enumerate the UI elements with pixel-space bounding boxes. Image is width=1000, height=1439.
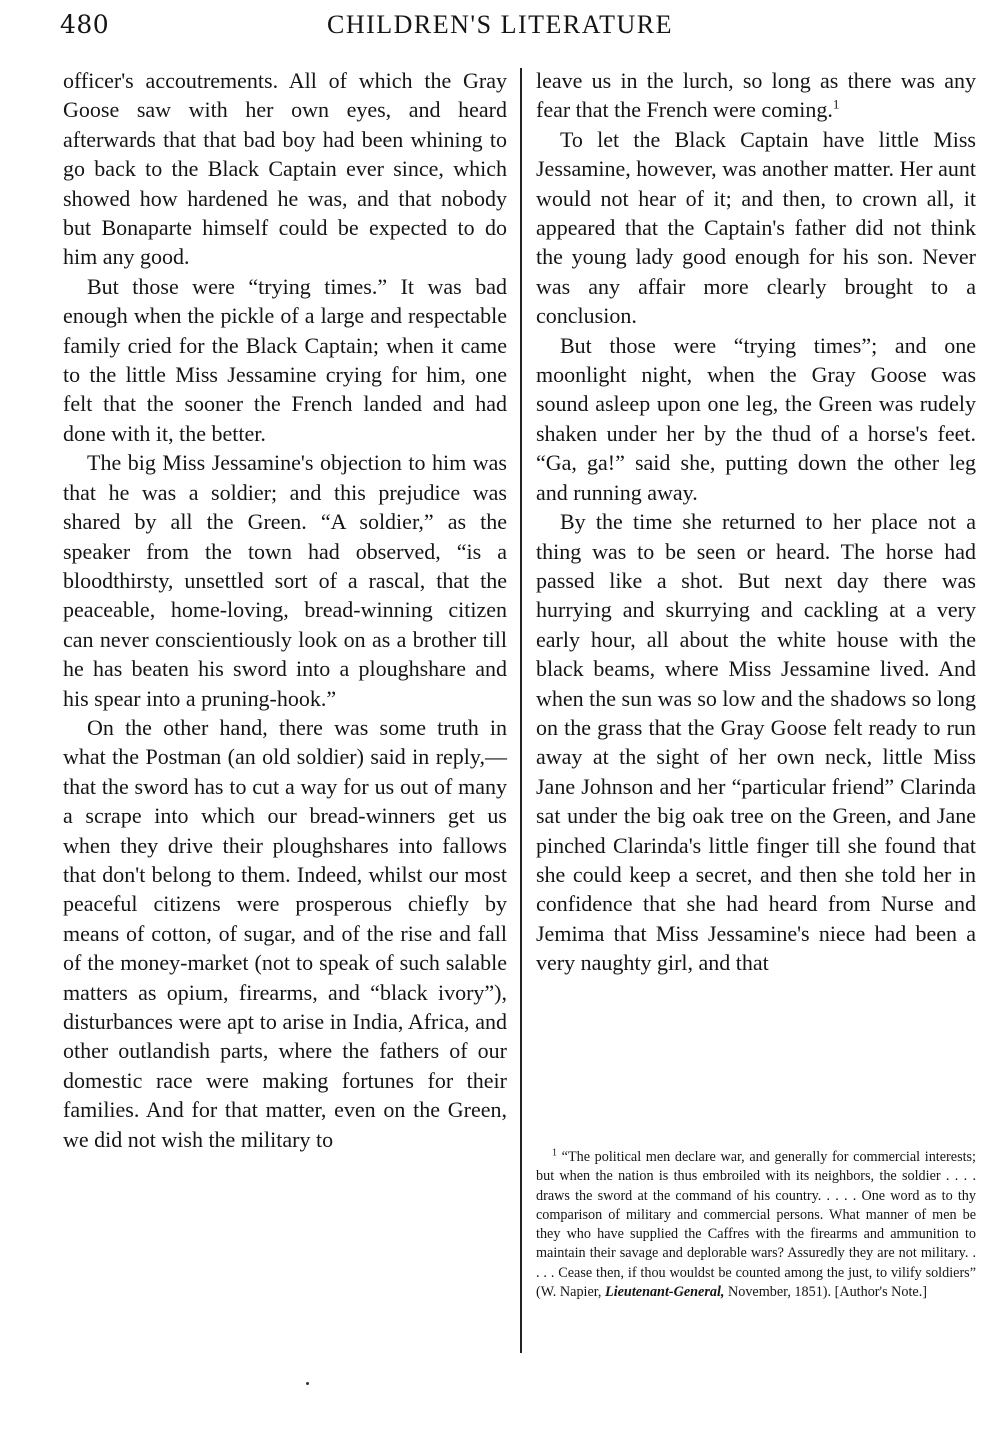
column-divider [520,68,522,1353]
paragraph: The big Miss Jessamine's objection to him was that he was a soldier; and this prejudice was shared by all the Green. “A soldier,” as the speaker from the town had observed, “is a bloodthirsty, unsettled sort of a rascal, that the peaceable, home-loving, bread-winning citizen can never conscientiously look on as a brother till he has beaten his sword into a ploughshare and his spear into a pruning-hook.” [63,450,507,711]
page-number: 480 [60,10,110,39]
running-title: CHILDREN'S LITERATURE [326,10,673,39]
footnote-number: 1 [552,1147,557,1159]
paragraph: But those were “trying times”; and one moonlight night, when the Gray Goose was sound asleep upon one leg, the Green was rudely shaken under her by the thud of a horse's feet. “Ga, ga!” said she, putting down the other leg and running away. [536,332,976,505]
paragraph: By the time she returned to her place not a thing was to be seen or heard. The horse had passed like a shot. But next day there was hurrying and skurrying and cackling at a very early hour, all about the white house with the black beams, where Miss Jessamine lived. And when the sun was so low and the shadows so long on the grass that the Gray Goose felt ready to run away at the sight of her own neck, little Miss Jane Johnson and her “particular friend” Clarinda sat under the big oak tree on the Green, and Jane pinched Clarinda's little finger till she found that she could keep a secret, and then she told her in confidence that she had heard from Nurse and Jemima that Miss Jessamine's niece had been a very naughty girl, and that [536,509,976,976]
right-column [536,66,976,978]
left-column [63,66,507,1154]
footnote-text: “The political men declare war, and generally for commercial interests; but when the nation is thus embroiled with its neighbors, the soldier . . . . draws the sword at the command of his country. . . . . One word as to thy comparison of military and commercial persons. What manner of men be they who have supplied the Caffres with the firearms and ammunition to maintain their savage and deplorable wars? Assuredly they are not military. . . . . Cease then, if thou wouldst be counted among the just, to vilify soldiers” (W. Napier, [536,1149,976,1301]
paragraph: To let the Black Captain have little Miss Jessamine, however, was another matter. Her aunt would not hear of it; and then, to crown all, it appeared that the Captain's father did not think the young lady good enough for his son. Never was any affair more clearly brought to a conclusion. [536,126,976,329]
footnote-end: November, 1851). [Author's Note.] [724,1284,927,1301]
page-header [60,10,980,54]
paragraph [536,66,976,125]
footnote-italic: Lieutenant-General, [605,1284,725,1301]
print-speck [306,1382,309,1385]
paragraph: But those were “trying times.” It was bad enough when the pickle of a large and respectable family cried for the Black Captain; when it came to the little Miss Jessamine crying for him, one felt that the sooner the French landed and had done with it, the better. [63,273,507,446]
footnote [536,1148,976,1302]
footnote-marker[interactable]: 1 [832,97,840,113]
paragraph: On the other hand, there was some truth in what the Postman (an old soldier) said in reply,—that the sword has to cut a way for us out of many a scrape into which our bread-winners get us when they drive their ploughshares into fallows that don't belong to them. Indeed, whilst our most peaceful citizens were prosperous chiefly by means of cotton, of sugar, and of the rise and fall of the money-market (not to speak of such salable matters as opium, firearms, and “black ivory”), disturbances were apt to arise in India, Africa, and other outlandish parts, where the fathers of our domestic race were making fortunes for their families. And for that matter, even on the Green, we did not wish the military to [63,714,507,1152]
paragraph: officer's accoutrements. All of which the Gray Goose saw with her own eyes, and heard afterwards that that bad boy had been whining to go back to the Black Captain ever since, which showed how hardened he was, and that nobody but Bonaparte himself could be expected to do him any good. [63,68,507,270]
paragraph-text: leave us in the lurch, so long as there was any fear that the French were coming. [536,68,976,123]
